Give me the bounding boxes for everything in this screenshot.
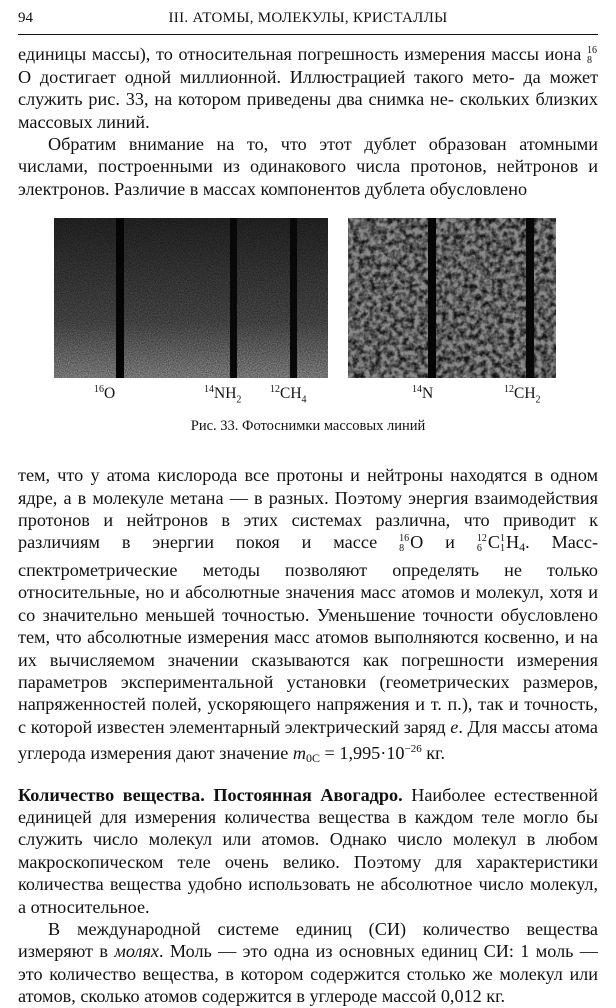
paragraph-2: Обратим внимание на то, что этот дублет образован атомными числами, построенными из одинакового числа протонов, нейтронов и электронов. Различие в массах компонентов дублета обусловлено xyxy=(18,134,598,199)
text-line: скольких близких массовых линий. xyxy=(18,89,598,132)
mass-number: 16 xyxy=(399,533,410,545)
mass-number: 16 xyxy=(587,44,598,56)
text-line: да может служить рис. 33, на котором приведены два снимка не- xyxy=(18,66,599,110)
charge-number: 8 xyxy=(399,543,405,555)
formula-value: = 1,995·10 xyxy=(320,743,405,764)
element-symbol: O xyxy=(410,532,424,553)
element-symbol: C xyxy=(487,532,500,553)
figure-caption: Рис. 33. Фотоснимки массовых линий xyxy=(190,418,426,435)
charge-number: 8 xyxy=(587,54,593,66)
mass-number: 1 xyxy=(499,533,505,545)
label-nh2: $^{14}NH_2$ xyxy=(204,384,242,406)
mass-spectrum-photo-1 xyxy=(54,218,328,378)
paragraph-5 xyxy=(18,918,598,1008)
page-header xyxy=(18,10,598,35)
mass-spectrum-photo-2 xyxy=(348,218,556,378)
formula-unit: кг. xyxy=(421,743,446,764)
text-run: Масс-спектрометрические методы позволяют определять не только относительные, но и абсолютные значения масс атомов и молекул, хотя и со значительно меньшей точностью. Уменьшение точности обусловлено тем, что абсолютные измерения масс атомов выполняются косвенно, и на их вычисляемом значении сказываются как погрешности измерения параметров экспериментальной установки (геометрических размеров, напряженностей полей, ускоряющего напряжения и т. п.), так и точность, с которой известен элементарный электрический заряд xyxy=(18,532,599,737)
nuclide-c12 xyxy=(477,531,500,554)
label-n14: $^{14}$N xyxy=(412,384,434,403)
figure-33 xyxy=(18,212,598,464)
nuclide-o16 xyxy=(587,43,598,66)
section-title: III. АТОМЫ, МОЛЕКУЛЫ, КРИСТАЛЛЫ xyxy=(168,10,448,26)
element-symbol: H xyxy=(505,532,520,553)
mass-number: 12 xyxy=(476,533,487,545)
label-ch2: $^{12}CH_2$ xyxy=(504,384,541,406)
text-run: Наиболее естественной единицей для измерения количества вещества в каждом теле могло бы служить число молекул или атомов. Однако число молекул в любом макроскопическом теле очень велико. Поэтому для характеристики количества вещества удобно использовать не абсолютное число молекул, а относительное. xyxy=(18,784,598,917)
charge-number: 1 xyxy=(499,543,505,555)
text-run: . Для массы атома углерода измерения дают значение xyxy=(18,716,598,764)
text-run: В международной системе единиц (СИ) количество вещества измеряют в xyxy=(18,918,598,962)
paragraph-1 xyxy=(18,43,598,133)
nuclide-h1 xyxy=(500,531,525,558)
paragraph-3: тем, что у атома кислорода все протоны и нейтроны находятся в одном ядре, а в молекуле метана — в разных. Поэтому энергия взаимодействия протонов и нейтронов в этих системах различна, что приводит к различиям в энергии покоя и массе 16 8 O и 12 6 C 1 1 $H_4$. Масс-спектрометрические методы позволяют определять не только относительные, но и абсолютные значения масс атомов и молекул, хотя и со значительно меньшей точностью. Уменьшение точности обусловлено тем, что абсолютные измерения масс атомов выполняются косвенно, и на их вычисляемом значении сказываются как погрешности измерения параметров экспериментальной установки (геометрических размеров, напряженностей полей, ускоряющего напряжения и т. п.), так и точность, с которой известен элементарный электрический заряд e. Для массы атома углерода измерения дают значение $m_{0C} = 1,995\cdot 10^{-26}$ кг. xyxy=(18,465,599,766)
nuclide-o16-inline xyxy=(399,531,423,554)
italic-term: молях xyxy=(114,941,159,962)
text-run: тем, что у атома кислорода все протоны и нейтроны находятся в одном ядре, а в молекуле метана — в разных. Поэтому энергия взаимодействия протонов и нейтронов в этих системах различна, что приводит к различиям в энергии покоя и массе xyxy=(18,465,598,553)
text-line: O достигает одной миллионной. Иллюстрацией такого мето- xyxy=(18,66,515,87)
charge-number: 6 xyxy=(476,543,482,555)
text-line: единицы массы), то относительная погрешность измерения массы xyxy=(18,44,540,64)
page xyxy=(18,10,598,1008)
page-number: 94 xyxy=(18,10,33,26)
text-line: иона xyxy=(544,44,588,64)
label-ch4: $^{12}CH_4$ xyxy=(270,384,307,406)
mass-subscript: 0C xyxy=(305,751,320,766)
mass-symbol: m xyxy=(292,743,306,764)
text-run: . Моль — это одна из основных единиц СИ: 1 моль — это количество вещества, в котором содержится столько же молекул или атомов, сколько атомов содержится в углероде массой 0,012 кг. xyxy=(18,941,598,1007)
label-o16: $^{16}$O xyxy=(94,384,116,403)
text-run: и xyxy=(423,532,477,553)
section-heading: Количество вещества. Постоянная Авогадро. xyxy=(18,784,403,805)
spacer xyxy=(18,770,598,784)
formula-exponent: −26 xyxy=(404,743,422,756)
paragraph-4 xyxy=(18,784,598,918)
atom-count: 4 xyxy=(519,540,526,555)
charge-symbol: e xyxy=(450,716,459,737)
